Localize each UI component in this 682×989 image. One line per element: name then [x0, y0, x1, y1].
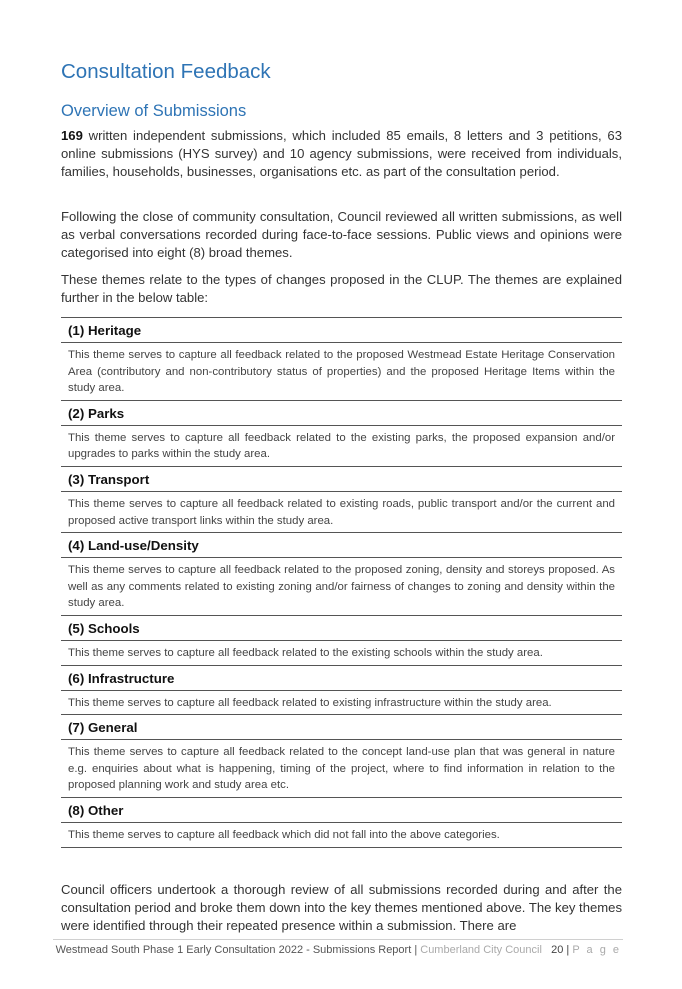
intro-paragraph	[61, 127, 622, 181]
theme-title: (8) Other	[61, 798, 622, 823]
theme-description: This theme serves to capture all feedback which did not fall into the above categories.	[68, 828, 500, 841]
submission-count: 169	[61, 128, 83, 143]
theme-title: (2) Parks	[61, 401, 622, 426]
footer-page-label: P a g e	[572, 944, 621, 956]
theme-description: This theme serves to capture all feedback related to the proposed zoning, density and storeys proposed. As well as any comments related to existing zoning and/or fairness of changes to zoning and density within the study area.	[68, 564, 615, 610]
theme-row	[61, 532, 622, 615]
footer-separator: |	[411, 944, 421, 956]
theme-title: (5) Schools	[61, 616, 622, 641]
intro-text: written independent submissions, which included 85 emails, 8 letters and 3 petitions, 63 online submissions (HYS survey) and 10 agency submissions, were received from individuals, families, households, businesses, organisations etc. as part of the consultation period.	[61, 128, 622, 179]
theme-row	[61, 797, 622, 848]
theme-row	[61, 400, 622, 466]
theme-title: (7) General	[61, 715, 622, 740]
theme-title: (4) Land-use/Density	[61, 533, 622, 558]
theme-description: This theme serves to capture all feedback related to the concept land-use plan that was general in nature e.g. enquiries about what is happening, timing of the project, where to find information in relation to the proposed planning work and study area etc.	[68, 746, 615, 792]
theme-row	[61, 665, 622, 715]
theme-description: This theme serves to capture all feedback related to existing roads, public transport and/or the current and proposed active transport links within the study area.	[68, 497, 615, 527]
theme-row	[61, 615, 622, 665]
theme-title: (6) Infrastructure	[61, 666, 622, 691]
theme-description: This theme serves to capture all feedback related to the proposed Westmead Estate Heritage Conservation Area (contributory and non-contributory status of properties) and the proposed Heritage Items within the study area.	[68, 349, 615, 395]
paragraph-review-method: Council officers undertook a thorough review of all submissions recorded during and after the consultation period and broke them down into the key themes mentioned above. The key themes were identified through their repeated presence within a submission. There are	[61, 882, 622, 933]
theme-description: This theme serves to capture all feedback related to the existing schools within the study area.	[68, 646, 543, 659]
theme-row	[61, 317, 622, 400]
footer-report-title: Westmead South Phase 1 Early Consultation 2022 - Submissions Report	[55, 944, 412, 956]
paragraph-review: Following the close of community consultation, Council reviewed all written submissions, as well as verbal conversations recorded during face-to-face sessions. Public views and opinions were categorised into eight (8) broad themes.	[61, 209, 622, 260]
footer-page-number: 20	[551, 944, 564, 956]
footer-council-name: Cumberland City Council	[420, 944, 542, 956]
theme-row	[61, 714, 622, 797]
theme-description: This theme serves to capture all feedback related to existing infrastructure within the study area.	[68, 696, 552, 709]
themes-table	[61, 317, 622, 848]
section-subheading: Overview of Submissions	[61, 102, 247, 120]
theme-title: (1) Heritage	[61, 318, 622, 343]
footer-divider	[53, 939, 623, 940]
paragraph-themes-intro: These themes relate to the types of changes proposed in the CLUP. The themes are explained further in the below table:	[61, 272, 622, 305]
page-heading: Consultation Feedback	[61, 60, 271, 83]
page-footer: Westmead South Phase 1 Early Consultation 2022 - Submissions Report | Cumberland City Council 20 | P a g e	[55, 944, 621, 956]
theme-title: (3) Transport	[61, 467, 622, 492]
theme-description: This theme serves to capture all feedback related to the existing parks, the proposed expansion and/or upgrades to parks within the study area.	[68, 431, 615, 461]
theme-row	[61, 466, 622, 532]
